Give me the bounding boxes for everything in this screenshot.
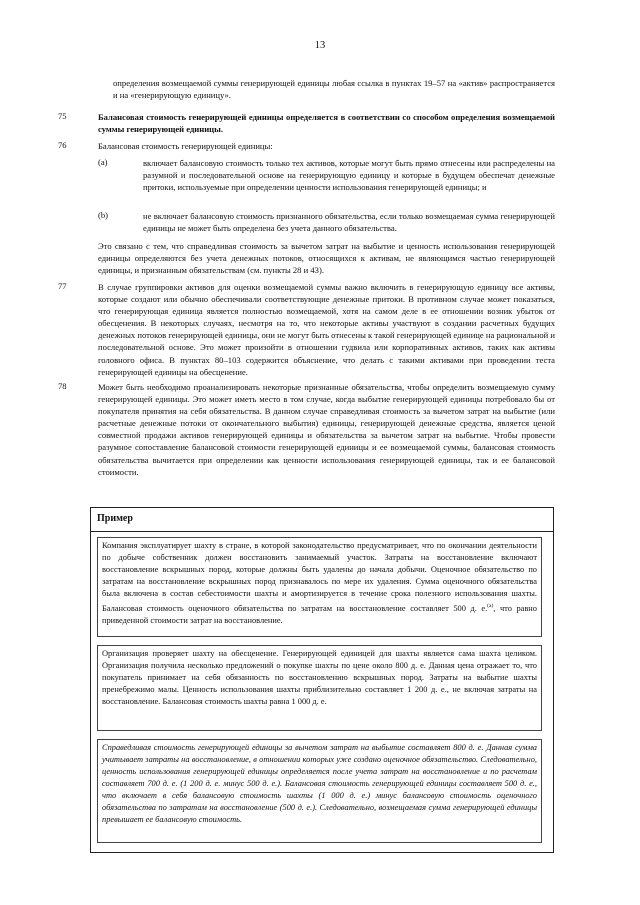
paragraph-number-75: 75: [58, 111, 67, 121]
paragraph-number-77: 77: [58, 281, 67, 291]
example-paragraph-2: [97, 645, 542, 731]
example-paragraph-3: [97, 739, 542, 843]
list-item-b: не включает балансовую стоимость признанного обязательства, если только возмещаемая сумма генерирующей единицы не может быть определена без учета данного обязательства.: [143, 211, 555, 234]
paragraph-75: Балансовая стоимость генерирующей единицы определяется в соответствии со способом определения возмещаемой суммы генерирующей единицы.: [98, 112, 555, 135]
paragraph-78: Может быть необходимо проанализировать некоторые признанные обязательства, чтобы определить возмещаемую сумму генерирующей единицы. Это может иметь место в том случае, когда выбытие генерирующей единицы потребовало бы от покупателя принятия на себя обязательства. В данном случае справедливая стоимость за вычетом затрат на выбытие (или расчетные денежные потоки от окончательного выбытия) единицы, генерирующей денежные средства, является ценой совместной продажи активов генерирующей единицы и обязательства за вычетом затрат на выбытие. Чтобы провести разумное сопоставление балансовой стоимости генерирующей единицы и ее возмещаемой суммы, балансовая стоимость обязательства вычитается при определении как ценности использования генерирующей единицы, так и ее балансовой стоимости.: [98, 382, 555, 477]
list-item-a: включает балансовую стоимость только тех активов, которые могут быть прямо отнесены или распределены на разумной и последовательной основе на генерирующую единицу и которые в будущем обеспечат денежные притоки, используемые при определении ценности использования генерирующей единицы; и: [143, 158, 555, 193]
example-heading: Пример: [97, 513, 133, 524]
example-header: [91, 508, 553, 532]
example-paragraph-1: [97, 537, 542, 637]
paragraph-number-76: 76: [58, 140, 67, 150]
example-paragraph-3-text: Справедливая стоимость генерирующей единицы за вычетом затрат на выбытие составляет 800 д. е. Данная сумма учитывает затраты на восстановление, в отношении которых уже создано оценочное обязательство. Следовательно, ценность использования генерирующей единицы определяется после учета затрат на восстановление и по расчетам составляет 700 д. е. (1 200 д. е. минус 500 д. е.). Балансовая стоимость генерирующей единицы составляет 500 д. е., что включает в себя балансовую стоимость шахты (1 000 д. е.) минус балансовую стоимость оценочного обязательства по затратам на восстановление (500 д. е.). Следовательно, возмещаемая сумма генерирующей единицы превышает ее балансовую стоимость.: [102, 743, 537, 825]
example-paragraph-1-text: Компания эксплуатирует шахту в стране, в которой законодательство предусматривает, что по окончании деятельности по добыче собственник должен восстановить занимаемый участок. Затраты на восстановление включают восстановление вскрышных пород, которые должны быть удалены до начала добычи. Оценочное обязательство по затратам на восстановление вскрышных пород признавалось по мере их удаления. Сумма оценочного обязательства была включена в состав себестоимости шахты и амортизируется в течение срока полезного использования шахты. Балансовая стоимость оценочного обязательства по затратам на восстановление составляет 500 д. е.: [102, 541, 537, 614]
example-box: [90, 507, 554, 853]
paragraph-number-78: 78: [58, 381, 67, 391]
footnote-mark: (a): [487, 603, 494, 610]
continued-paragraph: определения возмещаемой суммы генерирующей единицы любая ссылка в пунктах 19–57 на «актив» распространяется и на «генерирующую единицу».: [113, 78, 555, 101]
page-number: 13: [314, 40, 326, 51]
list-label-a: (a): [98, 157, 108, 167]
paragraph-76-tail: Это связано с тем, что справедливая стоимость за вычетом затрат на выбытие и ценность использования генерирующей единицы определяются без учета денежных потоков, относящихся к активам, не являющимся частью генерирующей единицы, и признанным обязательствам (см. пункты 28 и 43).: [98, 241, 555, 276]
paragraph-76-lead: Балансовая стоимость генерирующей единицы:: [98, 141, 273, 151]
paragraph-77: В случае группировки активов для оценки возмещаемой суммы важно включить в генерирующую единицу все активы, которые создают или обычно обеспечивали соответствующие денежные притоки. В противном случае может показаться, что генерирующая единица является полностью возмещаемой, хотя на самом деле в ее отношении возник убыток от обесценения. В некоторых случаях, несмотря на то, что некоторые активы участвуют в создании расчетных будущих денежных потоков генерирующей единицы, они не могут быть отнесены к такой генерирующей единице на рациональной и последовательной основе. Это может произойти в отношении гудвила или корпоративных активов, таких как активы головного офиса. В пунктах 80–103 содержится объяснение, что делать с такими активами при проведении теста генерирующей единицы на обесценение.: [98, 282, 555, 377]
example-paragraph-2-text: Организация проверяет шахту на обесценение. Генерирующей единицей для шахты является сама шахта целиком. Организация получила несколько предложений о покупке шахты по цене около 800 д. е. Данная цена отражает то, что покупатель принимает на себя обязанность по восстановлению вскрышных пород. Затраты на выбытие шахты пренебрежимо малы. Ценность использования шахты приблизительно составляет 1 200 д. е., не включая затраты на восстановление. Балансовая стоимость шахты равна 1 000 д. е.: [102, 649, 537, 707]
list-label-b: (b): [98, 210, 109, 220]
example-paragraph-1-end: , что равно приведенной стоимости затрат на восстановление.: [102, 604, 537, 626]
